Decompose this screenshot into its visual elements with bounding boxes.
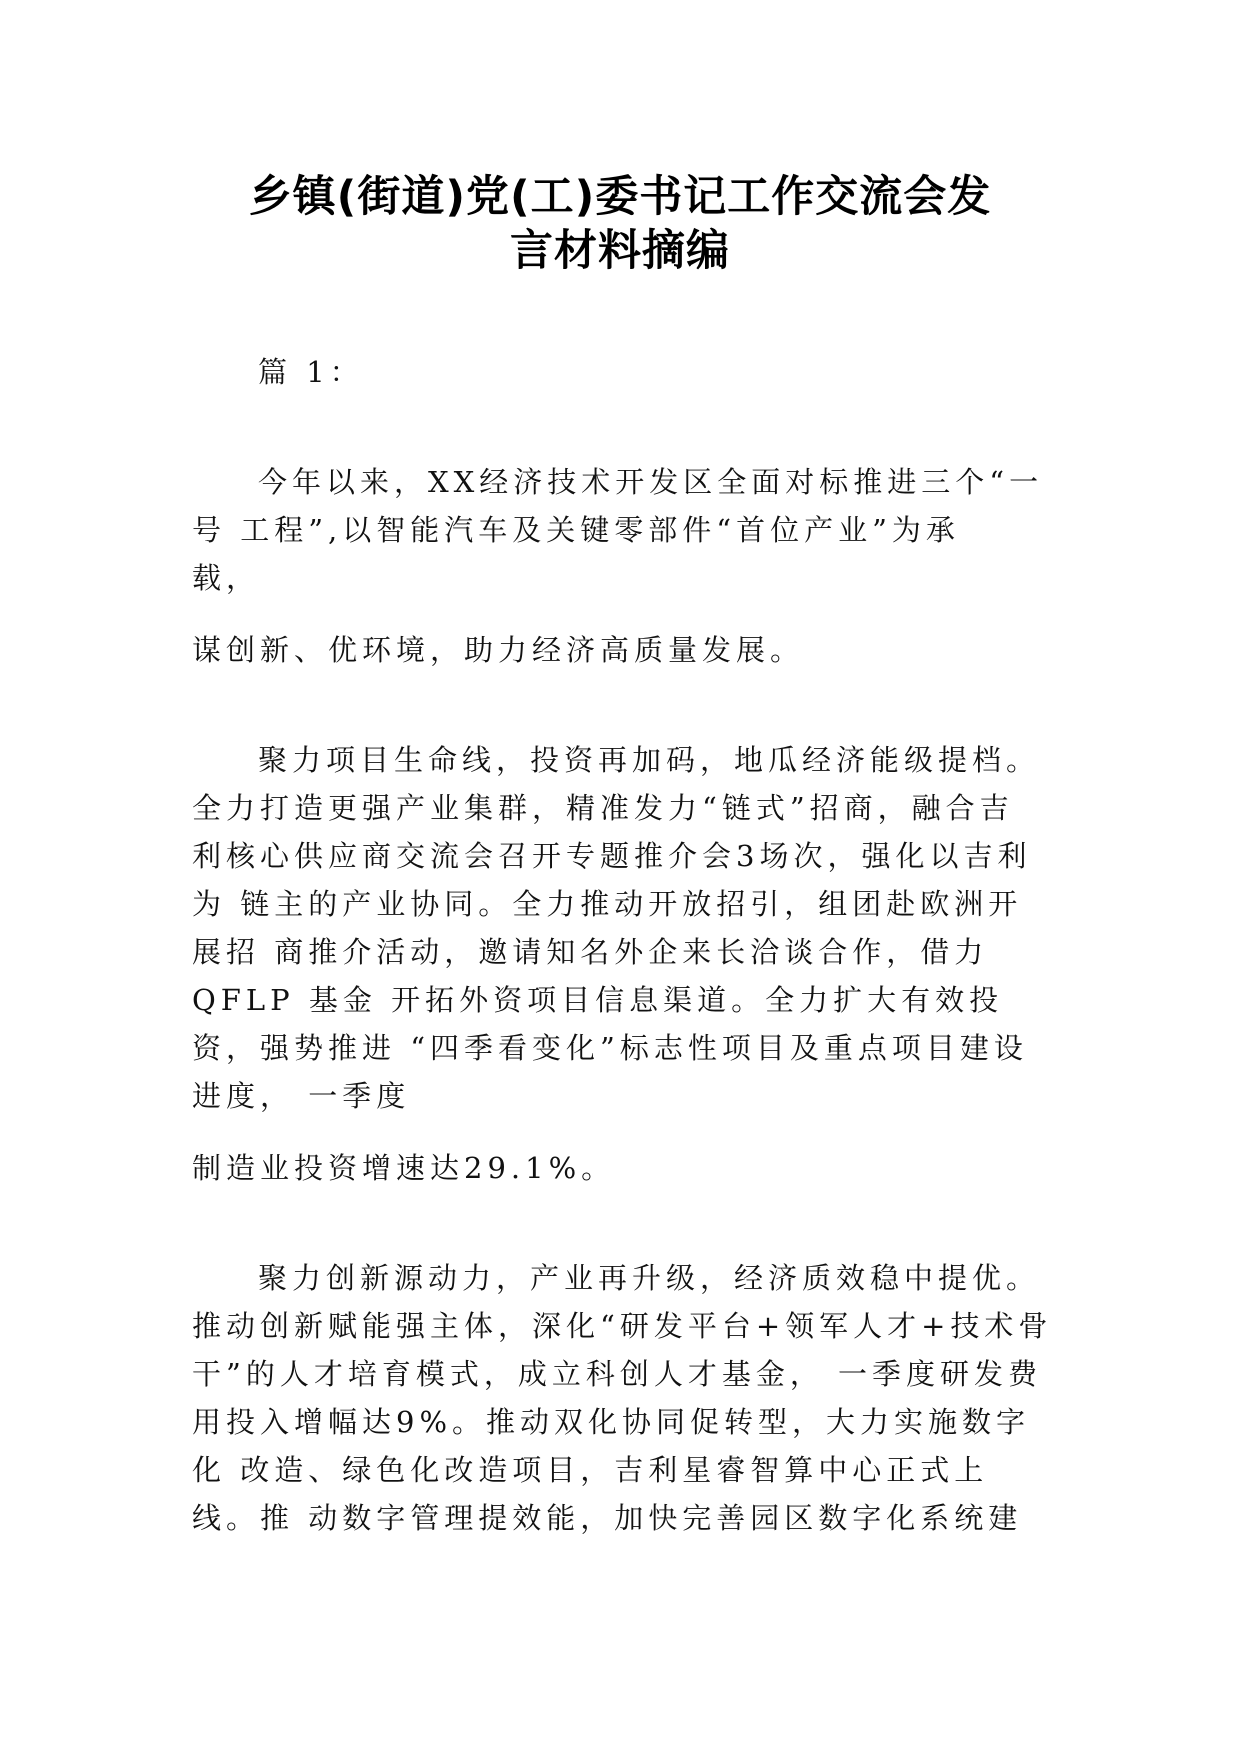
paragraph-3-line-4: 用投入增幅达9%。推动双化协同促转型，大力实施数字 <box>192 1405 1031 1439</box>
paragraph-1b-line-1: 谋创新、优环境，助力经济高质量发展。 <box>192 633 805 667</box>
paragraph-3-line-6: 线。推 动数字管理提效能，加快完善园区数字化系统建 <box>192 1501 1023 1535</box>
paragraph-2-line-2: 全力打造更强产业集群，精准发力“链式”招商，融合吉 <box>192 791 1014 825</box>
paragraph-2-line-7: 资，强势推进 “四季看变化”标志性项目及重点项目建设 <box>192 1031 1028 1065</box>
paragraph-1-line-3: 载， <box>192 561 261 595</box>
paragraph-2-line-3: 利核心供应商交流会召开专题推介会3场次，强化以吉利 <box>192 839 1032 873</box>
paragraph-3-line-2: 推动创新赋能强主体，深化“研发平台+领军人才+技术骨 <box>192 1309 1053 1343</box>
paragraph-1-line-2: 号 工程”,以智能汽车及关键零部件“首位产业”为承 <box>192 513 960 547</box>
paragraph-2b-line-1: 制造业投资增速达29.1%。 <box>192 1151 616 1185</box>
paragraph-2-line-1: 聚力项目生命线，投资再加码，地瓜经济能级提档。 <box>258 743 1041 777</box>
paragraph-3-line-3: 干”的人才培育模式，成立科创人才基金， 一季度研发费 <box>192 1357 1043 1391</box>
paragraph-3-line-1: 聚力创新源动力，产业再升级，经济质效稳中提优。 <box>258 1261 1041 1295</box>
paragraph-2-line-8: 进度， 一季度 <box>192 1079 411 1113</box>
paragraph-2-line-6: QFLP 基金 开拓外资项目信息渠道。全力扩大有效投 <box>192 983 1004 1017</box>
section-label: 篇 1： <box>258 355 364 389</box>
paragraph-2-line-5: 展招 商推介活动，邀请知名外企来长洽谈合作，借力 <box>192 935 989 969</box>
document-title-line-2: 言材料摘编 <box>510 226 730 276</box>
paragraph-2-line-4: 为 链主的产业协同。全力推动开放招引，组团赴欧洲开 <box>192 887 1023 921</box>
paragraph-3-line-5: 化 改造、绿色化改造项目，吉利星睿智算中心正式上 <box>192 1453 989 1487</box>
document-title-line-1: 乡镇(街道)党(工)委书记工作交流会发 <box>248 172 992 222</box>
paragraph-1-line-1: 今年以来，XX经济技术开发区全面对标推进三个“一 <box>258 465 1044 499</box>
